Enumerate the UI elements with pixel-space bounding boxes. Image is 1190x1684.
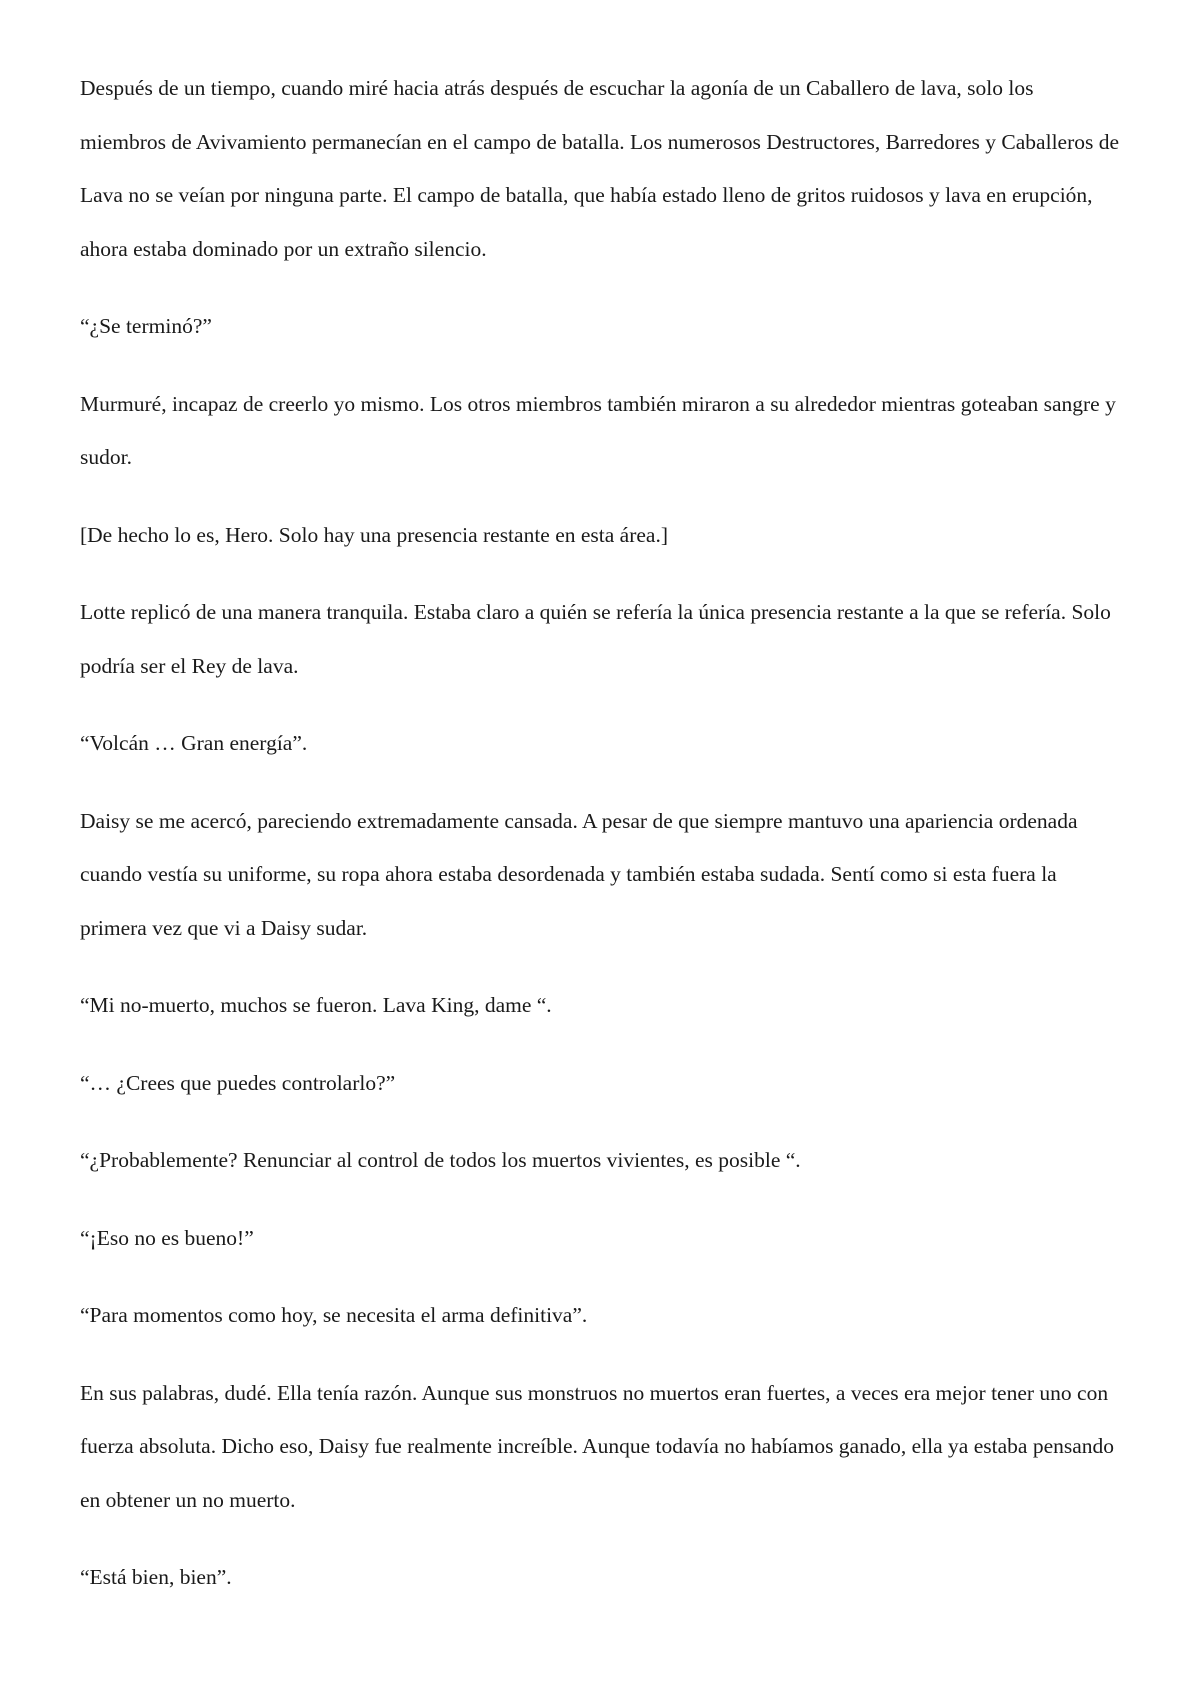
paragraph-6: “Volcán … Gran energía”. — [80, 731, 308, 755]
paragraph-10: “¿Probablemente? Renunciar al control de todos los muertos vivientes, es posible “. — [80, 1148, 801, 1172]
paragraph-3: Murmuré, incapaz de creerlo yo mismo. Los otros miembros también miraron a su alrededor mientras goteaban sangre y sudor. — [80, 391, 1116, 469]
paragraph-12: “Para momentos como hoy, se necesita el arma definitiva”. — [80, 1303, 588, 1327]
paragraph-5: Lotte replicó de una manera tranquila. Estaba claro a quién se refería la única presencia restante a la que se refería. Solo podría ser el Rey de lava. — [80, 600, 1111, 678]
paragraph-7: Daisy se me acercó, pareciendo extremadamente cansada. A pesar de que siempre mantuvo una apariencia ordenada cuando vestía su uniforme, su ropa ahora estaba desordenada y también estaba sudada. Sentí como si esta fuera la primera vez que vi a Daisy sudar. — [80, 808, 1078, 940]
paragraph-13: En sus palabras, dudé. Ella tenía razón. Aunque sus monstruos no muertos eran fuertes, a veces era mejor tener uno con fuerza absoluta. Dicho eso, Daisy fue realmente increíble. Aunque todavía no habíamos ganado, ella ya estaba pensando en obtener un no muerto. — [80, 1380, 1115, 1512]
paragraph-9: “… ¿Crees que puedes controlarlo?” — [80, 1070, 396, 1095]
paragraph-8: “Mi no-muerto, muchos se fueron. Lava King, dame “. — [80, 993, 552, 1017]
document-body — [80, 62, 1120, 1629]
paragraph-14: “Está bien, bien”. — [80, 1565, 232, 1589]
paragraph-11: “¡Eso no es bueno!” — [80, 1225, 254, 1250]
paragraph-4: [De hecho lo es, Hero. Solo hay una presencia restante en esta área.] — [80, 522, 669, 547]
paragraph-1: Después de un tiempo, cuando miré hacia atrás después de escuchar la agonía de un Caballero de lava, solo los miembros de Avivamiento permanecían en el campo de batalla. Los numerosos Destructores, Barredores y Caballeros de Lava no se veían por ninguna parte. El campo de batalla, que había estado lleno de gritos ruidosos y lava en erupción, ahora estaba dominado por un extraño silencio. — [80, 76, 1120, 261]
paragraph-2: “¿Se terminó?” — [80, 314, 212, 338]
